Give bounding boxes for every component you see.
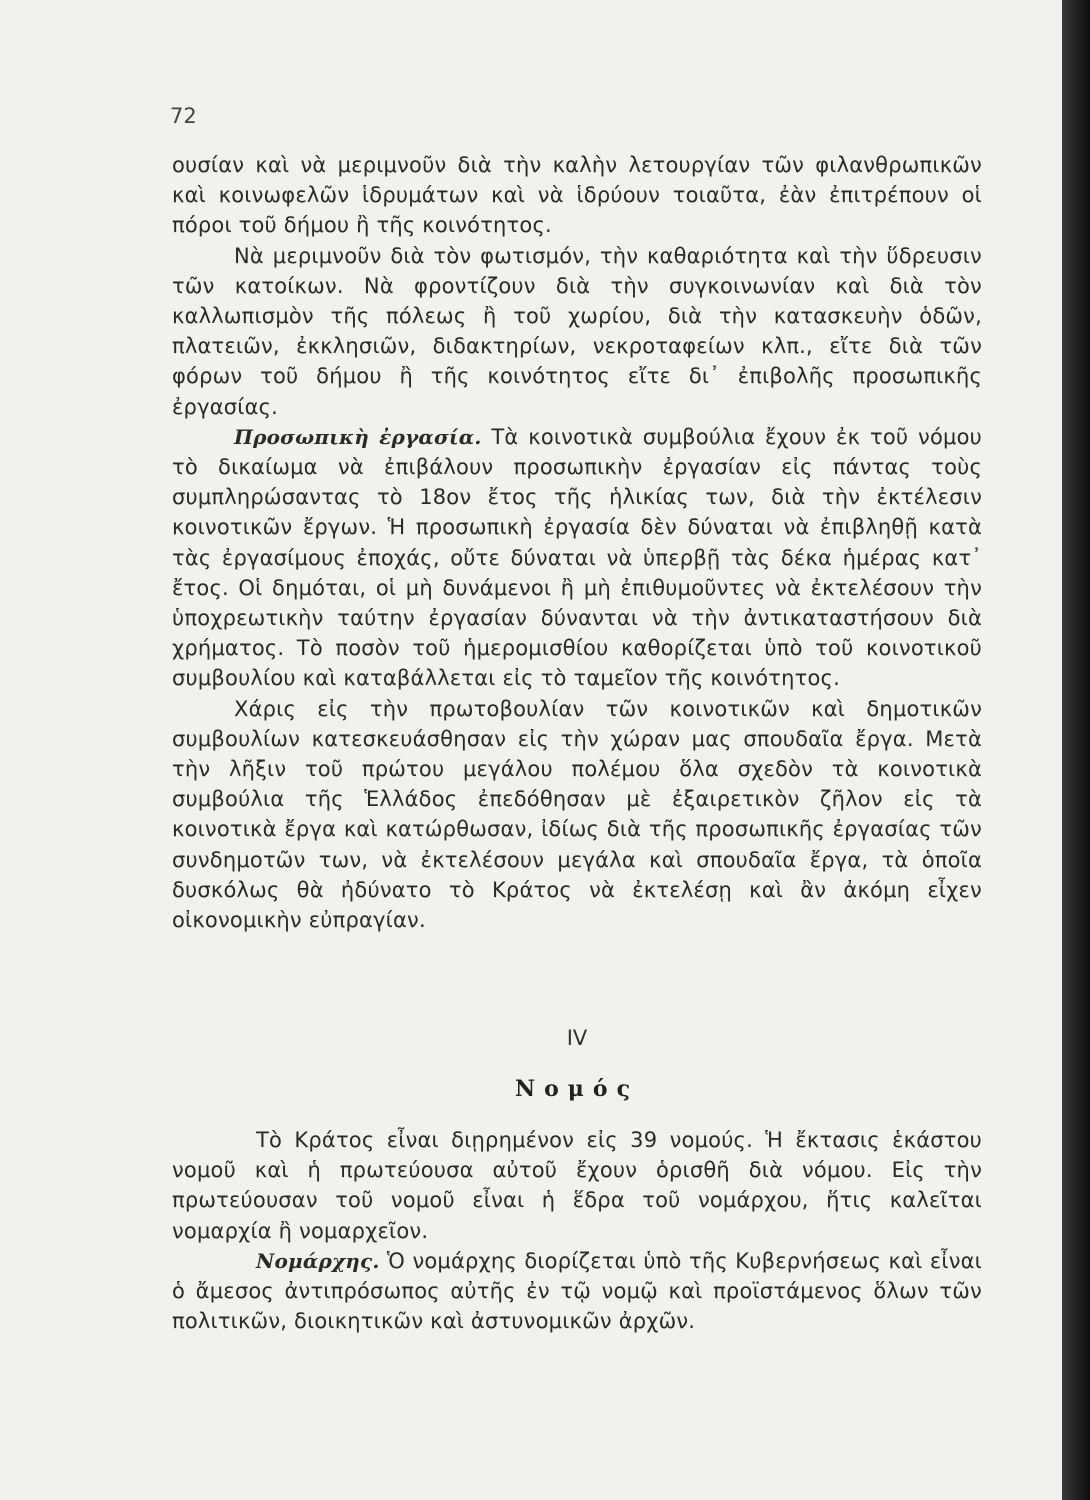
paragraph-text: Χάρις εἰς τὴν πρωτοβουλίαν τῶν κοινοτικῶν καὶ δημοτικῶν συμβουλίων κατεσκευάσθησαν εἰς τὴν χώραν μας σπουδαῖα ἔργα. Μετὰ τὴν λῆξιν τοῦ πρώτου μεγάλου πολέμου ὅλα σχεδὸν τὰ κοινοτικὰ συμβούλια τῆς Ἑλλάδος ἐπεδόθησαν μὲ ἐξαιρετικὸν ζῆλον εἰς τὰ κοινοτικὰ ἔργα καὶ κατώρθωσαν, ἰδίως διὰ τῆς προσωπικῆς ἐργασίας τῶν συνδημοτῶν των, νὰ ἐκτελέσουν μεγάλα καὶ σπουδαῖα ἔργα, τὰ ὁποῖα δυσκόλως θὰ ἠδύνατο τὸ Κράτος νὰ ἐκτελέσῃ καὶ ἂν ἀκόμη εἶχεν οἰκονομικὴν εὐπραγίαν. — [172, 696, 982, 933]
paragraph — [172, 150, 982, 241]
section-body-text — [172, 1125, 982, 1336]
body-text — [172, 150, 982, 935]
paragraph — [172, 1125, 982, 1246]
paragraph-text: Τὸ Κράτος εἶναι διῃρημένον εἰς 39 νομούς. Ἡ ἔκτασις ἑκάστου νομοῦ καὶ ἡ πρωτεύουσα αὐτοῦ ἔχουν ὁρισθῆ διὰ νόμου. Εἰς τὴν πρωτεύουσαν τοῦ νομοῦ εἶναι ἡ ἕδρα τοῦ νομάρχου, ἥτις καλεῖται νομαρχία ἢ νομαρχεῖον. — [172, 1128, 982, 1243]
book-spine-shadow — [1062, 0, 1090, 1500]
paragraph-text: ουσίαν καὶ νὰ μεριμνοῦν διὰ τὴν καλὴν λετουργίαν τῶν φιλανθρωπικῶν καὶ κοινωφελῶν ἱδρυμάτων καὶ νὰ ἱδρύουν τοιαῦτα, ἐὰν ἐπιτρέπουν οἱ πόροι τοῦ δήμου ἢ τῆς κοινότητος. — [172, 153, 982, 238]
section-title: Νομός — [515, 1076, 639, 1102]
section-number: IV — [566, 1026, 588, 1050]
inline-heading: Νομάρχης. — [256, 1248, 380, 1273]
paragraph — [172, 241, 982, 422]
paragraph — [172, 694, 982, 936]
page-number: 72 — [170, 104, 197, 128]
paragraph — [172, 422, 982, 694]
paragraph — [172, 1246, 982, 1337]
paragraph-text: Νὰ μεριμνοῦν διὰ τὸν φωτισμόν, τὴν καθαριότητα καὶ τὴν ὕδρευσιν τῶν κατοίκων. Νὰ φροντίζουν διὰ τὴν συγκοινωνίαν καὶ διὰ τὸν καλλωπισμὸν τῆς πόλεως ἢ τοῦ χωρίου, διὰ τὴν κατασκευὴν ὁδῶν, πλατειῶν, ἐκκλησιῶν, διδακτηρίων, νεκροταφείων κλπ., εἴτε διὰ τῶν φόρων τοῦ δήμου ἢ τῆς κοινότητος εἴτε δι᾿ ἐπιβολῆς προσωπικῆς ἐργασίας. — [172, 243, 982, 419]
inline-heading: Προσωπικὴ ἐργασία. — [234, 424, 482, 449]
paragraph-text: Τὰ κοινοτικὰ συμβούλια ἔχουν ἐκ τοῦ νόμου τὸ δικαίωμα νὰ ἐπιβάλουν προσωπικὴν ἐργασίαν εἰς πάντας τοὺς συμπληρώσαντας τὸ 18ον ἔτος τῆς ἡλικίας των, διὰ τὴν ἐκτέλεσιν κοινοτικῶν ἔργων. Ἡ προσωπικὴ ἐργασία δὲν δύναται νὰ ἐπιβληθῇ κατὰ τὰς ἐργασίμους ἐποχάς, οὔτε δύναται νὰ ὑπερβῇ τὰς δέκα ἡμέρας κατ᾿ ἔτος. Οἱ δημόται, οἱ μὴ δυνάμενοι ἢ μὴ ἐπιθυμοῦντες νὰ ἐκτελέσουν τὴν ὑποχρεωτικὴν ταύτην ἐργασίαν δύνανται νὰ τὴν ἀντικαταστήσουν διὰ χρήματος. Τὸ ποσὸν τοῦ ἡμερομισθίου καθορίζεται ὑπὸ τοῦ κοινοτικοῦ συμβουλίου καὶ καταβάλλεται εἰς τὸ ταμεῖον τῆς κοινότητος. — [172, 424, 982, 691]
paragraph-text: Ὁ νομάρχης διορίζεται ὑπὸ τῆς Κυβερνήσεως καὶ εἶναι ὁ ἄμεσος ἀντιπρόσωπος αὐτῆς ἐν τῷ νομῷ καὶ προϊστάμενος ὅλων τῶν πολιτικῶν, διοικητικῶν καὶ ἀστυνομικῶν ἀρχῶν. — [172, 1248, 982, 1334]
